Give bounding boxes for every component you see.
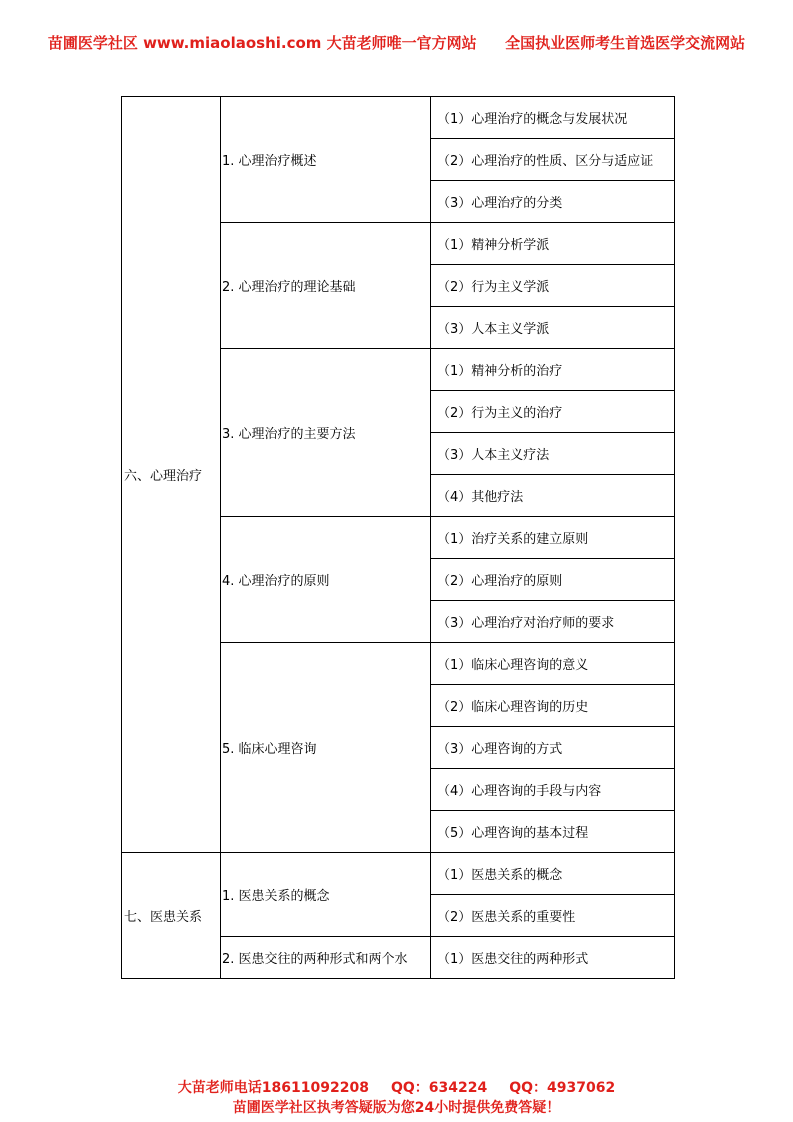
topic-title: 4. 心理治疗的原则 xyxy=(221,517,431,643)
syllabus-table xyxy=(121,96,675,979)
header-slogan: 全国执业医师考生首选医学交流网站 xyxy=(505,34,746,52)
footer-phone: 大苗老师电话18611092208 xyxy=(177,1080,369,1096)
header-site-info: 苗圃医学社区 www.miaolaoshi.com 大苗老师唯一官方网站 xyxy=(47,34,477,52)
subtopic-item: （1）临床心理咨询的意义 xyxy=(431,643,675,685)
footer-notice: 苗圃医学社区执考答疑版为您24小时提供免费答疑！ xyxy=(232,1100,561,1116)
topic-title: 2. 医患交往的两种形式和两个水 xyxy=(221,937,431,979)
topic-title: 3. 心理治疗的主要方法 xyxy=(221,349,431,517)
subtopic-item: （2）心理治疗的原则 xyxy=(431,559,675,601)
topic-title: 1. 医患关系的概念 xyxy=(221,853,431,937)
subtopic-item: （1）精神分析学派 xyxy=(431,223,675,265)
subtopic-item: （3）心理治疗对治疗师的要求 xyxy=(431,601,675,643)
subtopic-item: （1）医患关系的概念 xyxy=(431,853,675,895)
footer-qq-1: QQ：634224 xyxy=(390,1080,488,1096)
subtopic-item: （1）医患交往的两种形式 xyxy=(431,937,675,979)
page-header xyxy=(0,32,793,53)
topic-title: 1. 心理治疗概述 xyxy=(221,97,431,223)
subtopic-item: （3）心理治疗的分类 xyxy=(431,181,675,223)
footer-contact xyxy=(0,1077,793,1097)
subtopic-item: （2）临床心理咨询的历史 xyxy=(431,685,675,727)
subtopic-item: （2）医患关系的重要性 xyxy=(431,895,675,937)
topic-title: 2. 心理治疗的理论基础 xyxy=(221,223,431,349)
subtopic-item: （4）心理咨询的手段与内容 xyxy=(431,769,675,811)
subtopic-item: （1）治疗关系的建立原则 xyxy=(431,517,675,559)
subtopic-item: （2）行为主义的治疗 xyxy=(431,391,675,433)
subtopic-item: （5）心理咨询的基本过程 xyxy=(431,811,675,853)
section-title: 七、医患关系 xyxy=(122,853,221,979)
subtopic-item: （4）其他疗法 xyxy=(431,475,675,517)
footer-qq-2: QQ：4937062 xyxy=(509,1080,616,1096)
subtopic-item: （1）心理治疗的概念与发展状况 xyxy=(431,97,675,139)
subtopic-item: （3）心理咨询的方式 xyxy=(431,727,675,769)
subtopic-item: （2）行为主义学派 xyxy=(431,265,675,307)
table-row xyxy=(122,853,675,895)
subtopic-item: （1）精神分析的治疗 xyxy=(431,349,675,391)
subtopic-item: （2）心理治疗的性质、区分与适应证 xyxy=(431,139,675,181)
subtopic-item: （3）人本主义疗法 xyxy=(431,433,675,475)
topic-title: 5. 临床心理咨询 xyxy=(221,643,431,853)
table-row xyxy=(122,97,675,139)
section-title: 六、心理治疗 xyxy=(122,97,221,853)
subtopic-item: （3）人本主义学派 xyxy=(431,307,675,349)
